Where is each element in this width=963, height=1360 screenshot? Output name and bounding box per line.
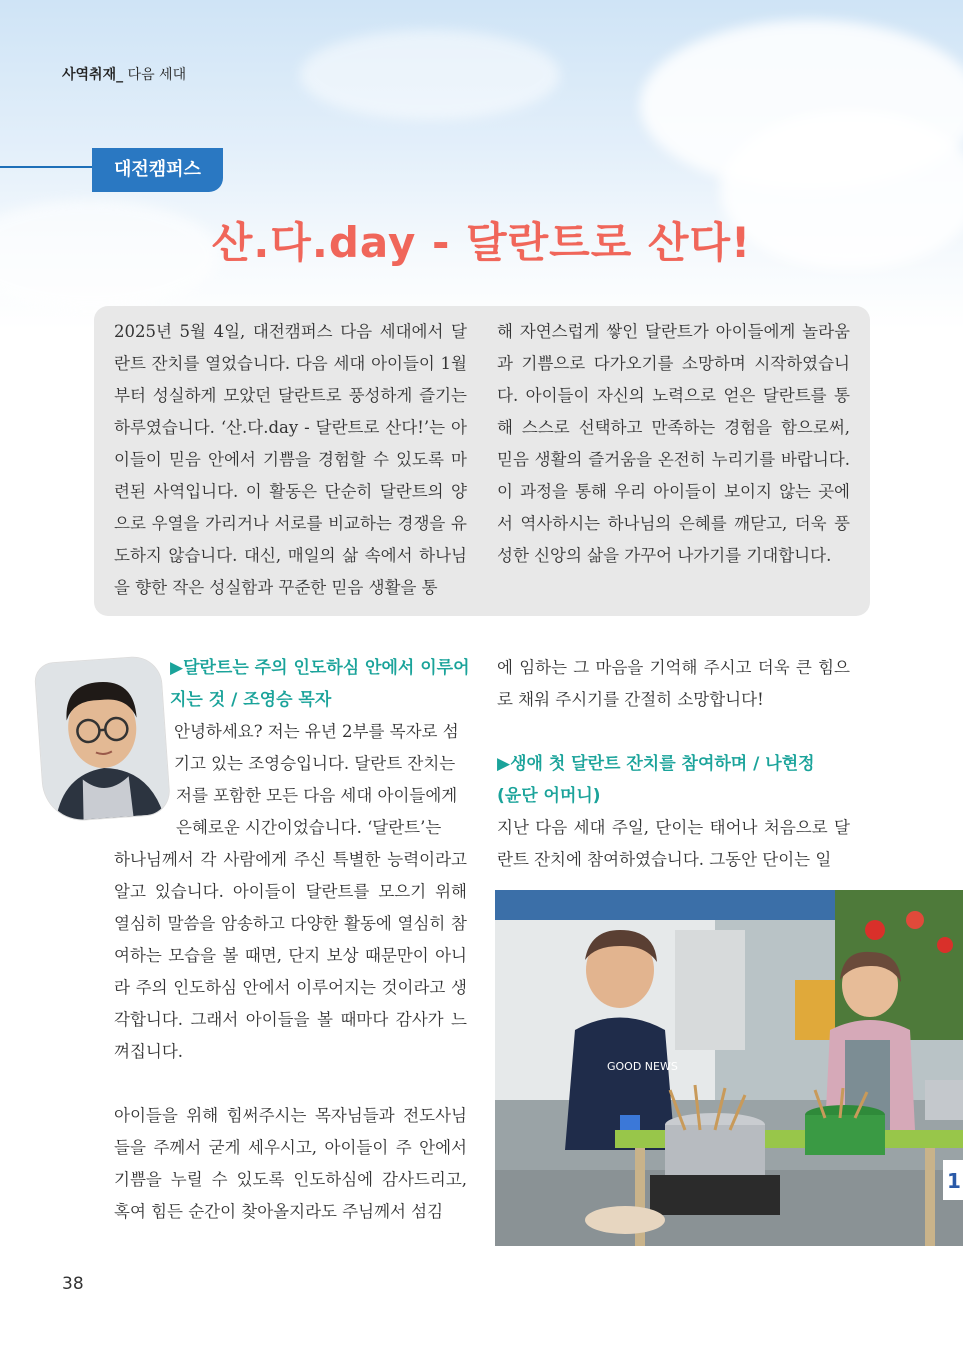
event-scene	[495, 890, 963, 1246]
article1-body: 하나님께서 각 사람에게 주신 특별한 능력이라고 알고 있습니다. 아이들이 달란트를 모으기 위해 열심히 말씀을 암송하고 다양한 활동에 열심히 참여하는 모습을 볼 때면, 단지 보상 때문만이 아니라 주의 인도하심 안에서 이루어지는 것이라고 생각합니다. 그래서 아이들을 볼 때마다 감사가 느껴집니다.	[114, 850, 467, 1061]
article1-body2: 아이들을 위해 힘써주시는 목자님들과 전도사님들을 주께서 굳게 세우시고, 아이들이 주 안에서 기쁨을 누릴 수 있도록 인도하심에 감사드리고, 혹여 힘든 순간이 찾아올지라도 주님께서 섬김	[114, 1106, 467, 1221]
wrap-line: 은혜로운 시간이었습니다. ‘달란트’는	[176, 818, 442, 837]
article1-heading	[170, 652, 470, 716]
cloud	[300, 30, 560, 120]
wrap-line: 저를 포함한 모든 다음 세대 아이들에게	[176, 786, 458, 805]
page-number: 38	[62, 1274, 84, 1294]
portrait-illustration	[35, 656, 171, 822]
intro-left-column: 2025년 5월 4일, 대전캠퍼스 다음 세대에서 달란트 잔치를 열었습니다. 다음 세대 아이들이 1월부터 성실하게 모았던 달란트로 풍성하게 즐기는 하루였습니다. ‘산.다.day - 달란트로 산다!’는 아이들이 믿음 안에서 기쁨을 경험할 수 있도록 마련된 사역입니다. 이 활동은 단순히 달란트의 양으로 우열을 가리거나 서로를 비교하는 경쟁을 유도하지 않습니다. 대신, 매일의 삶 속에서 하나님을 향한 작은 성실함과 꾸준한 믿음 생활을 통	[114, 322, 467, 597]
wrap-line: 기고 있는 조영승입니다. 달란트 잔치는	[174, 754, 456, 773]
event-photo	[495, 890, 963, 1246]
page-title: 산.다.day - 달란트로 산다!	[211, 218, 752, 267]
wrap-line: 안녕하세요? 저는 유년 2부를 목자로 섬	[174, 722, 459, 741]
shirt-text: GOOD NEWS	[607, 1060, 678, 1073]
section-label-rest: 다음 세대	[123, 67, 187, 83]
article2-heading-line2: (윤단 어머니)	[497, 786, 601, 806]
intro-box	[94, 306, 870, 616]
article1-continued: 에 임하는 그 마음을 기억해 주시고 더욱 큰 힘으로 채워 주시기를 간절히 소망합니다!	[497, 658, 850, 709]
article1-heading-line2: 지는 것 / 조영승 목자	[170, 690, 332, 710]
article1-heading-line1: ▶달란트는 주의 인도하심 안에서 이루어	[170, 658, 470, 678]
article2-heading	[497, 748, 857, 812]
article1-wrap-text	[170, 716, 467, 844]
sign-text: 1	[947, 1169, 961, 1193]
article2-heading-line1: ▶생애 첫 달란트 잔치를 참여하며 / 나현정	[497, 754, 815, 774]
intro-right-column: 해 자연스럽게 쌓인 달란트가 아이들에게 놀라움과 기쁨으로 다가오기를 소망하며 시작하였습니다. 아이들이 자신의 노력으로 얻은 달란트를 통해 스스로 선택하고 만족하는 경험을 함으로써, 믿음 생활의 즐거움을 온전히 누리기를 바랍니다. 이 과정을 통해 우리 아이들이 보이지 않는 곳에서 역사하시는 하나님의 은혜를 깨닫고, 더욱 풍성한 신앙의 삶을 가꾸어 나가기를 기대합니다.	[497, 322, 850, 565]
campus-tag: 대전캠퍼스	[92, 148, 223, 192]
tag-line	[0, 166, 92, 168]
article2-body: 지난 다음 세대 주일, 단이는 태어나 처음으로 달란트 잔치에 참여하였습니다. 그동안 단이는 일	[497, 818, 850, 869]
section-label-bold: 사역취재_	[62, 67, 124, 83]
section-label	[62, 64, 186, 84]
portrait-photo	[35, 656, 171, 822]
